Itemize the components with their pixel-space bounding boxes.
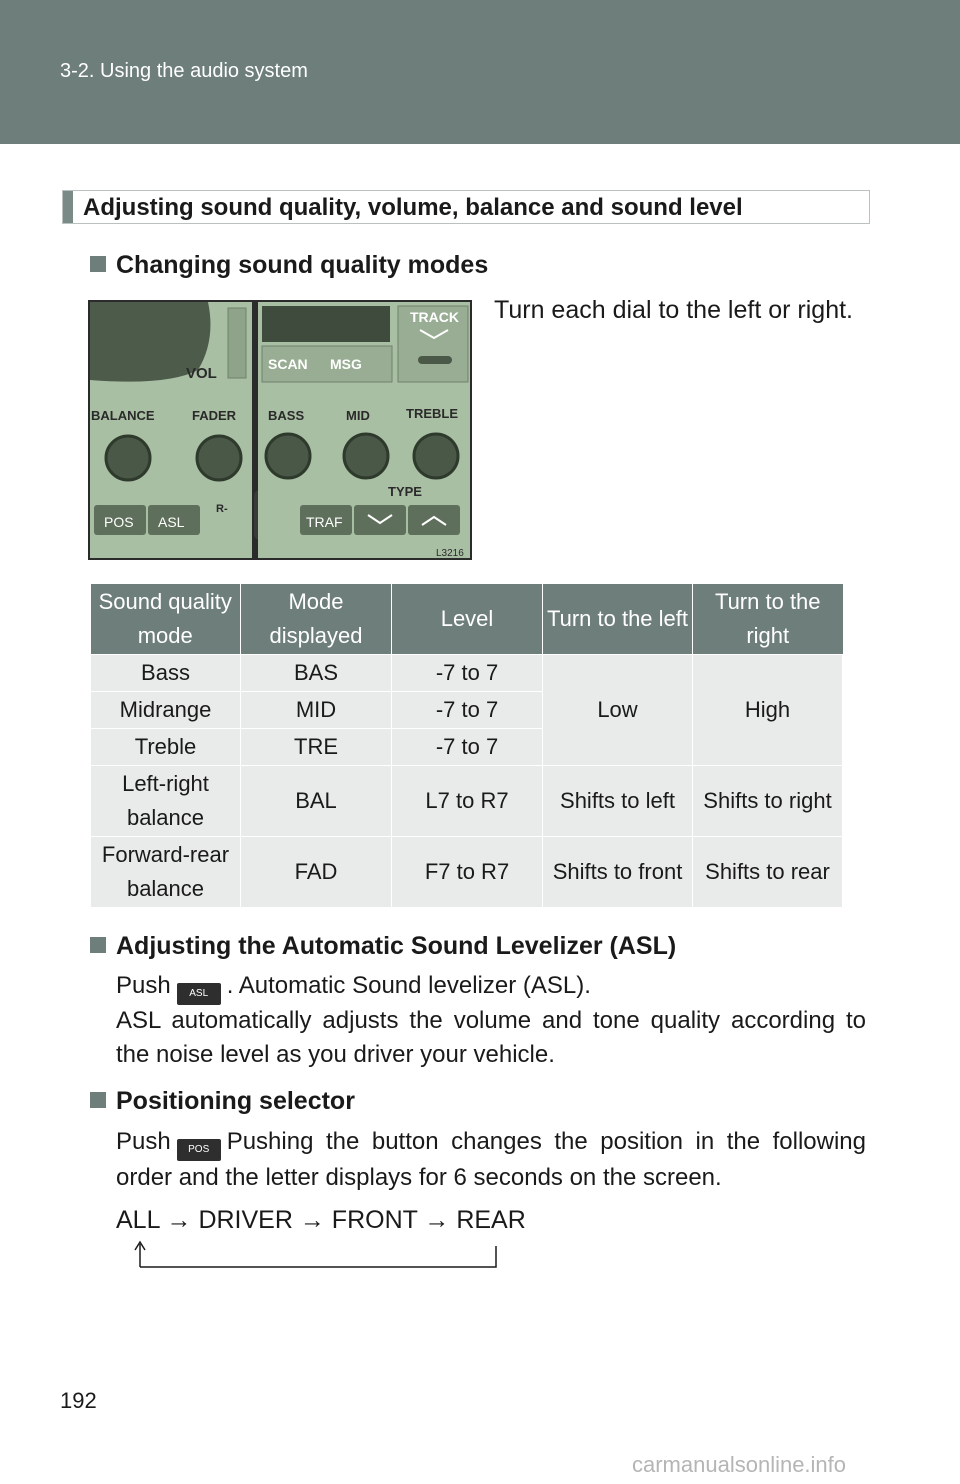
pos-label: POS <box>104 514 134 530</box>
cell-mode: Forward-rear balance <box>91 837 241 908</box>
subhead-positioning <box>90 1087 355 1116</box>
cell-mode: Midrange <box>91 692 241 729</box>
asl-paragraph: ASL automatically adjusts the volume and tone quality according to the noise level as you driver your vehicle. <box>116 1007 866 1068</box>
square-bullet-icon <box>90 256 106 272</box>
cell-mode: Treble <box>91 729 241 766</box>
type-up-button-graphic <box>408 505 460 535</box>
cell-displayed: FAD <box>241 837 392 908</box>
square-bullet-icon <box>90 937 106 953</box>
table-row <box>91 837 843 908</box>
section-title-bar <box>63 191 73 223</box>
asl-label: ASL <box>158 514 185 530</box>
page-number: 192 <box>60 1388 97 1413</box>
traf-label: TRAF <box>306 514 343 530</box>
cell-displayed: MID <box>241 692 392 729</box>
asl-push-text: Push <box>116 972 171 999</box>
display-window <box>262 306 390 342</box>
asl-button-icon: ASL <box>177 983 221 1005</box>
cell-left: Shifts to left <box>543 766 693 837</box>
misc-label: R- <box>216 503 228 515</box>
balance-label: BALANCE <box>91 408 155 423</box>
cell-mode: Left-right balance <box>91 766 241 837</box>
balance-knob-icon <box>106 436 150 480</box>
cell-level: -7 to 7 <box>392 655 543 692</box>
cell-displayed: BAL <box>241 766 392 837</box>
cell-displayed: TRE <box>241 729 392 766</box>
cell-level: -7 to 7 <box>392 729 543 766</box>
th-turn-right: Turn to the right <box>693 584 843 655</box>
cell-mode: Bass <box>91 655 241 692</box>
square-bullet-icon <box>90 1092 106 1108</box>
track-button-bar <box>418 356 452 364</box>
bass-label: BASS <box>268 408 305 423</box>
section-title-box <box>62 190 870 224</box>
cell-level: L7 to R7 <box>392 766 543 837</box>
pos-push-text: Push <box>116 1128 171 1155</box>
pos-paragraph <box>116 1125 866 1195</box>
th-level: Level <box>392 584 543 655</box>
mid-knob-icon <box>344 434 388 478</box>
th-turn-left: Turn to the left <box>543 584 693 655</box>
sound-quality-table <box>90 584 843 908</box>
cell-right: Shifts to right <box>693 766 843 837</box>
table-row <box>91 766 843 837</box>
loop-line <box>140 1246 496 1267</box>
asl-line <box>116 969 866 1005</box>
cell-level: F7 to R7 <box>392 837 543 908</box>
mid-label: MID <box>346 408 370 423</box>
subhead-asl <box>90 932 676 961</box>
pos-paragraph-rest: Pushing the button changes the position in the following order and the letter displays for 6 seconds on the screen. <box>116 1128 866 1191</box>
bass-knob-icon <box>266 434 310 478</box>
scan-label: SCAN <box>268 356 308 372</box>
table-row <box>91 655 843 692</box>
cell-merged-right: High <box>693 655 843 766</box>
th-sound-quality-mode: Sound quality mode <box>91 584 241 655</box>
treble-label: TREBLE <box>406 406 458 421</box>
audio-panel-illustration <box>88 300 472 560</box>
vol-label: VOL <box>186 365 217 382</box>
watermark: carmanualsonline.info <box>632 1452 847 1477</box>
cell-left: Shifts to front <box>543 837 693 908</box>
subhead-sound-quality-text: Changing sound quality modes <box>116 251 489 279</box>
treble-knob-icon <box>414 434 458 478</box>
cell-displayed: BAS <box>241 655 392 692</box>
th-mode-displayed: Mode displayed <box>241 584 392 655</box>
track-label: TRACK <box>410 309 459 325</box>
position-sequence: ALL → DRIVER → FRONT → REAR <box>116 1206 526 1234</box>
header-band <box>0 0 960 144</box>
sequence-loop-arrow-icon <box>134 1240 498 1270</box>
table-header-row <box>91 584 843 655</box>
type-down-button-graphic <box>354 505 406 535</box>
illustration-code: L3216 <box>436 548 464 559</box>
subhead-asl-text: Adjusting the Automatic Sound Levelizer (ASL) <box>116 932 677 960</box>
cell-level: -7 to 7 <box>392 692 543 729</box>
panel-left-slot <box>228 308 246 378</box>
fader-label: FADER <box>192 408 237 423</box>
chapter-title: 3-2. Using the audio system <box>60 60 308 82</box>
asl-line-rest: . Automatic Sound levelizer (ASL). <box>226 972 591 999</box>
msg-label: MSG <box>330 356 362 372</box>
subhead-sound-quality <box>90 251 488 280</box>
section-title: Adjusting sound quality, volume, balance and sound level <box>83 194 743 221</box>
subhead-positioning-text: Positioning selector <box>116 1087 355 1115</box>
cell-merged-left: Low <box>543 655 693 766</box>
pos-button-icon: POS <box>177 1139 221 1161</box>
dial-instruction: Turn each dial to the left or right. <box>494 296 853 324</box>
cell-right: Shifts to rear <box>693 837 843 908</box>
type-label: TYPE <box>388 484 422 499</box>
fader-knob-icon <box>197 436 241 480</box>
